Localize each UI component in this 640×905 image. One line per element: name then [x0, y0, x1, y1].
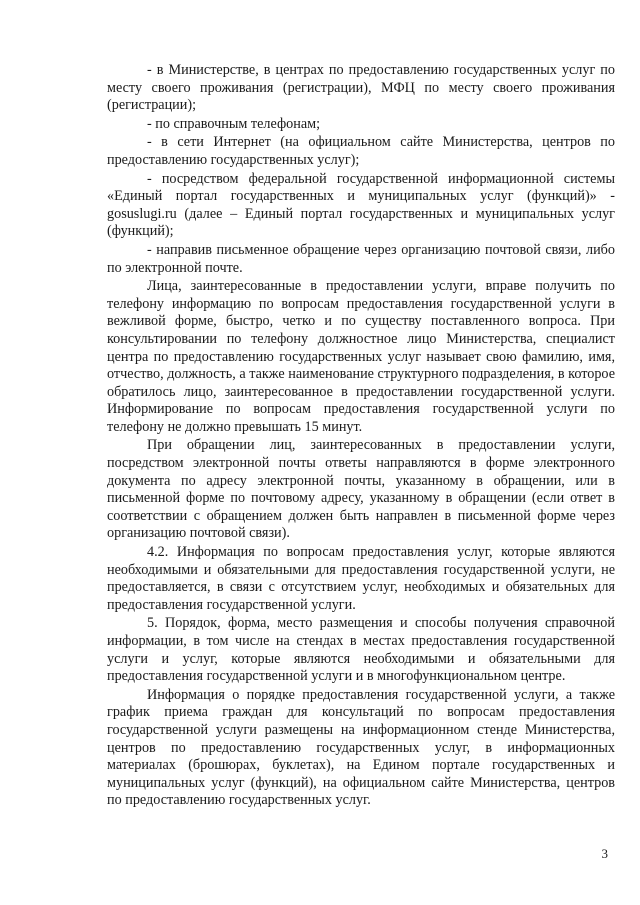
paragraph-phone: - по справочным телефонам; — [147, 115, 321, 132]
document-body — [107, 62, 615, 810]
paragraph-section-4-2: 4.2. Информация по вопросам предоставления услуг, которые являются необходимыми и обязательными для предоставления государственной услуги, не предоставляется, в связи с отсутствием услуг, необходимых и обязательных для предоставления государственной услуги. — [107, 544, 615, 613]
paragraph-section-5: 5. Порядок, форма, место размещения и способы получения справочной информации, в том числе на стендах в местах предоставления государственной услуги и услуг, которые являются необходимыми и обязательными для предоставления государственной услуги и в многофункциональном центре. — [107, 615, 615, 685]
paragraph-email-responses: При обращении лиц, заинтересованных в предоставлении услуги, посредством электронной почты ответы направляются в форме электронного документа по адресу электронной почты, указанному в обращении, или в письменной форме по почтовому адресу, указанному в обращении (если ответ в соответствии с обращением должен быть направлен в письменной форме через организацию почтовой связи). — [107, 437, 615, 542]
paragraph-ministry-contact: - в Министерстве, в центрах по предоставлению государственных услуг по месту своего проживания (регистрации), МФЦ по месту своего проживания (регистрации); — [107, 62, 615, 114]
paragraph-internet: - в сети Интернет (на официальном сайте Министерства, центров по предоставлению государственных услуг); — [107, 134, 615, 168]
paragraph-unified-portal: - посредством федеральной государственной информационной системы «Единый портал государственных и муниципальных услуг (функций)» - gosuslugi.ru (далее – Единый портал государственных и муниципальных услуг (функций); — [107, 170, 615, 240]
paragraph-written-request: - направив письменное обращение через организацию почтовой связи, либо по электронной почте. — [107, 241, 615, 276]
paragraph-phone-consultation: Лица, заинтересованные в предоставлении услуги, вправе получить по телефону информацию по вопросам предоставления государственной услуги в вежливой форме, быстро, четко и по существу поставленного вопроса. При консультировании по телефону должностное лицо Министерства, специалист центра по предоставлению государственных услуг называет свою фамилию, имя, отчество, должность, а также наименование структурного подразделения, в которое обратилось лицо, заинтересованное в предоставлении государственной услуги. Информирование по вопросам предоставления государственной услуги по телефону не должно превышать 15 минут. — [107, 278, 615, 435]
paragraph-info-placement: Информация о порядке предоставления государственной услуги, а также график приема граждан для консультаций по вопросам предоставления государственной услуги размещены на информационном стенде Министерства, центров по предоставлению государственных услуг, в информационных материалах (брошюрах, буклетах), на Едином портале государственных и муниципальных услуг (функций), на официальном сайте Министерства, центров по предоставлению государственных услуг. — [107, 686, 615, 809]
page-number: 3 — [601, 846, 608, 861]
